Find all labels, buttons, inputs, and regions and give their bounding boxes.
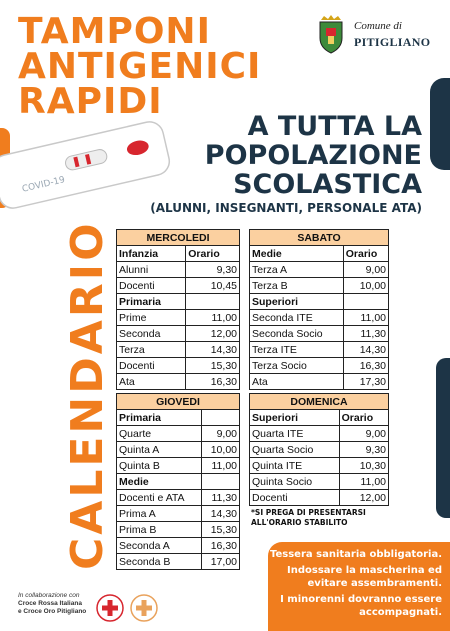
group-cell: Docenti [117,278,186,294]
main-title [18,11,262,122]
column-header-time [202,410,240,426]
group-cell: Docenti e ATA [117,490,202,506]
group-cell: Superiori [250,294,344,310]
info-mask: Indossare la mascherina ed evitare assembramenti. [287,565,442,589]
headline-line-1: A TUTTA LA [247,111,422,142]
table-row [250,458,389,474]
table-row [117,442,240,458]
schedule-mercoledi [116,229,240,390]
time-cell [202,474,240,490]
partner-logos [95,593,161,623]
table-row [117,294,240,310]
day-header: GIOVEDI [117,394,240,410]
day-header-row [250,230,389,246]
schedule-sabato [249,229,389,390]
croce-oro-logo-icon [131,595,157,621]
calendar-vertical-title: CALENDARIO [62,220,113,570]
decorative-bar-right-bottom [436,358,450,518]
column-header-time: Orario [186,246,240,262]
column-header-group: Superiori [250,410,340,426]
attendance-note [251,508,366,528]
group-cell: Terza B [250,278,344,294]
column-header-row [250,246,389,262]
column-header-row [250,410,389,426]
comune-logo [316,14,436,58]
group-cell: Seconda [117,326,186,342]
day-header-row [250,394,389,410]
day-header-row [117,230,240,246]
group-cell: Primaria [117,294,186,310]
table-row [250,442,389,458]
table-row [117,554,240,570]
group-cell: Terza A [250,262,344,278]
title-line-1: TAMPONI [18,11,211,52]
time-cell: 14,30 [202,506,240,522]
time-cell: 16,30 [186,374,240,390]
table-row [117,310,240,326]
table-row [117,342,240,358]
time-cell: 9,30 [186,262,240,278]
group-cell: Quinta B [117,458,202,474]
time-cell: 10,00 [202,442,240,458]
note-line-1: *SI PREGA DI PRESENTARSI [251,508,366,517]
table-row [250,294,389,310]
time-cell: 11,30 [202,490,240,506]
table-row [117,426,240,442]
day-header: MERCOLEDI [117,230,240,246]
day-header: DOMENICA [250,394,389,410]
time-cell: 11,00 [186,310,240,326]
title-line-2: ANTIGENICI [18,46,262,87]
table-row [117,326,240,342]
group-cell: Seconda Socio [250,326,344,342]
time-cell: 15,30 [186,358,240,374]
group-cell: Docenti [117,358,186,374]
time-cell: 15,30 [202,522,240,538]
comune-prefix: Comune di [354,20,402,32]
table-row [117,522,240,538]
note-line-2: ALL'ORARIO STABILITO [251,518,348,527]
time-cell: 17,30 [343,374,388,390]
column-header-row [117,410,240,426]
group-cell: Terza Socio [250,358,344,374]
subheadline: (ALUNNI, INSEGNANTI, PERSONALE ATA) [150,201,422,215]
table-row [117,506,240,522]
table-row [250,374,389,390]
time-cell: 11,00 [202,458,240,474]
group-cell: Prime [117,310,186,326]
group-cell: Quinta A [117,442,202,458]
time-cell [186,294,240,310]
group-cell: Seconda B [117,554,202,570]
table-row [117,458,240,474]
time-cell: 10,45 [186,278,240,294]
table-row [117,474,240,490]
comune-name: PITIGLIANO [354,35,431,49]
table-row [117,490,240,506]
collaboration-credit [18,592,86,616]
group-cell: Seconda A [117,538,202,554]
collaboration-org-2: e Croce Oro Pitigliano [18,608,87,615]
group-cell: Terza ITE [250,342,344,358]
time-cell: 9,30 [339,442,388,458]
group-cell: Medie [117,474,202,490]
table-row [250,426,389,442]
time-cell [343,294,388,310]
red-cross-logo-icon [97,595,123,621]
time-cell: 11,30 [343,326,388,342]
time-cell: 9,00 [343,262,388,278]
headline-line-3: SCOLASTICA [233,169,422,200]
group-cell: Ata [250,374,344,390]
group-cell: Quarte [117,426,202,442]
column-header-row [117,246,240,262]
time-cell: 14,30 [343,342,388,358]
info-health-card: Tessera sanitaria obbligatoria. [270,549,442,560]
time-cell: 16,30 [202,538,240,554]
group-cell: Quinta Socio [250,474,340,490]
collaboration-org-1: Croce Rossa Italiana [18,600,82,607]
time-cell: 11,00 [343,310,388,326]
time-cell: 16,30 [343,358,388,374]
time-cell: 9,00 [202,426,240,442]
group-cell: Ata [117,374,186,390]
table-row [117,358,240,374]
table-row [250,310,389,326]
collaboration-prefix: In collaborazione con [18,592,80,599]
info-minors: I minorenni dovranno essere accompagnati. [280,594,442,618]
info-box [268,542,450,631]
column-header-time: Orario [339,410,388,426]
table-row [117,374,240,390]
group-cell: Quarta ITE [250,426,340,442]
headline-line-2: POPOLAZIONE [204,140,422,171]
time-cell: 10,00 [343,278,388,294]
table-row [117,278,240,294]
time-cell: 14,30 [186,342,240,358]
group-cell: Quarta Socio [250,442,340,458]
headline [205,112,422,199]
table-row [117,262,240,278]
test-strip-label: COVID-19 [21,175,66,195]
table-row [250,474,389,490]
decorative-bar-right-top [430,78,450,170]
day-header: SABATO [250,230,389,246]
title-line-3: RAPIDI [18,81,163,122]
column-header-time: Orario [343,246,388,262]
table-row [250,326,389,342]
schedule-domenica [249,393,389,506]
group-cell: Alunni [117,262,186,278]
schedule-giovedi [116,393,240,570]
table-row [250,262,389,278]
table-row [117,538,240,554]
table-row [250,490,389,506]
table-row [250,358,389,374]
group-cell: Docenti [250,490,340,506]
table-row [250,278,389,294]
column-header-group: Medie [250,246,344,262]
group-cell: Seconda ITE [250,310,344,326]
time-cell: 12,00 [186,326,240,342]
column-header-group: Primaria [117,410,202,426]
time-cell: 12,00 [339,490,388,506]
group-cell: Terza [117,342,186,358]
time-cell: 10,30 [339,458,388,474]
column-header-group: Infanzia [117,246,186,262]
table-row [250,342,389,358]
time-cell: 17,00 [202,554,240,570]
coat-of-arms-icon [316,14,346,54]
time-cell: 9,00 [339,426,388,442]
group-cell: Prima B [117,522,202,538]
day-header-row [117,394,240,410]
group-cell: Quinta ITE [250,458,340,474]
group-cell: Prima A [117,506,202,522]
time-cell: 11,00 [339,474,388,490]
